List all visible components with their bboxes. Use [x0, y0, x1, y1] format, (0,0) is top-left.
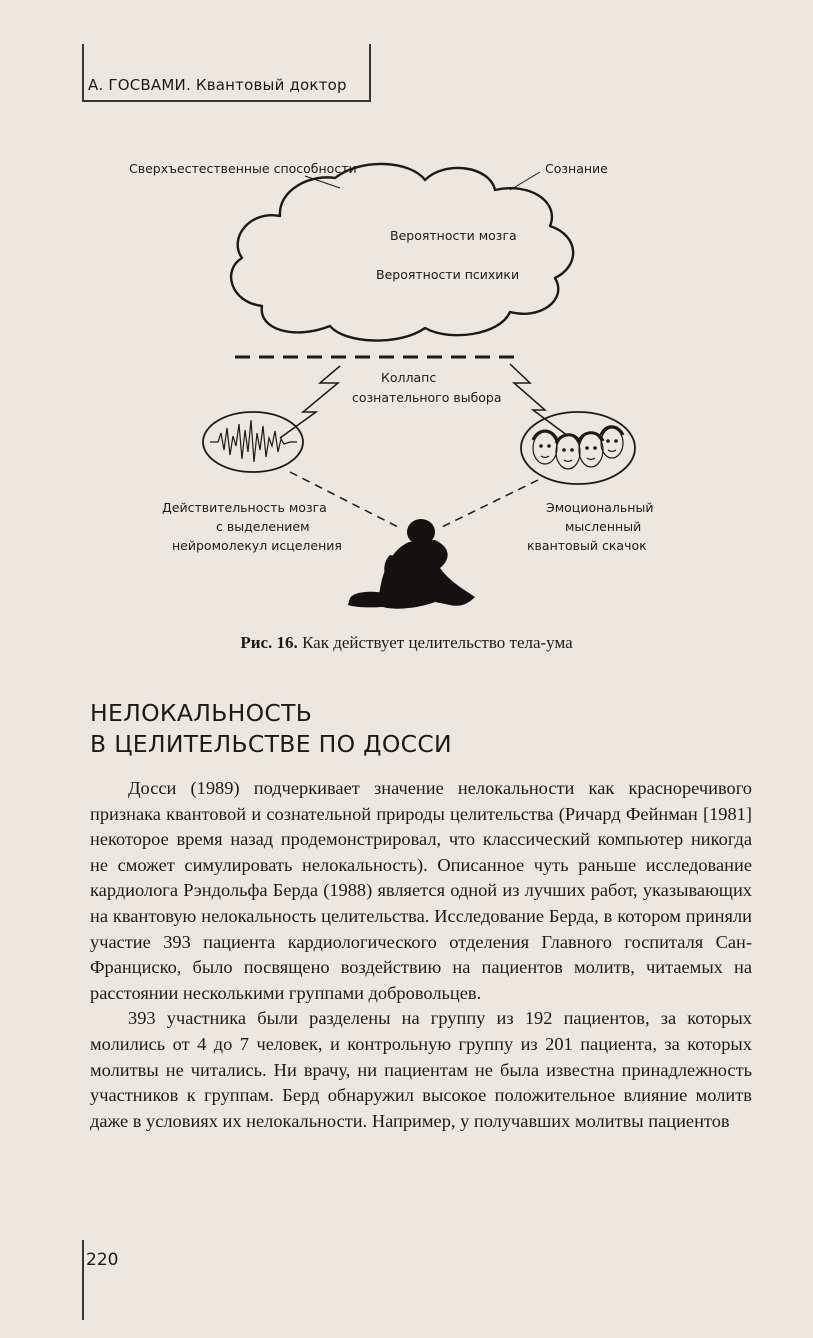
body-text [90, 776, 752, 1134]
label-brain-reality-1: Действительность мозга [162, 500, 327, 515]
label-brain-probabilities: Вероятности мозга [390, 228, 517, 243]
figure-caption [0, 633, 813, 653]
caption-text: Как действует целительство тела-ума [297, 633, 573, 652]
lightning-right [510, 364, 568, 436]
section-heading-line1: НЕЛОКАЛЬНОСТЬ [90, 699, 313, 727]
brain-wave-icon [210, 420, 297, 462]
label-supernatural-abilities: Сверхъестественные способности [129, 161, 357, 176]
probability-cloud [231, 164, 573, 341]
seated-person-icon [348, 519, 475, 609]
label-consciousness: Сознание [545, 161, 608, 176]
header-rule-bottom [82, 100, 371, 102]
label-emotional-3: квантовый скачок [527, 538, 647, 553]
section-heading-line2: В ЦЕЛИТЕЛЬСТВЕ ПО ДОССИ [90, 730, 452, 758]
body-mind-healing-diagram [90, 150, 750, 620]
footer-rule [82, 1240, 84, 1320]
label-collapse: Коллапс [381, 370, 437, 385]
label-emotional-1: Эмоциональный [546, 500, 654, 515]
label-emotional-2: мысленный [565, 519, 642, 534]
label-psyche-probabilities: Вероятности психики [376, 267, 520, 282]
lightning-left [280, 366, 340, 438]
paragraph: 393 участника были разделены на группу из 192 пациентов, за которых молились от 4 до 7 человек, и контрольную группу из 201 пациента, за которых молитвы не читались. Ни врачу, ни пациентам не была известна принадлежность участников к группам. Берд обнаружил высокое положительное влияние молитв даже в условиях их нелокальности. Например, у получавших молитвы пациентов [90, 1008, 752, 1131]
dashed-link-right [442, 480, 538, 527]
caption-number: Рис. 16. [240, 633, 298, 652]
label-brain-reality-2: с выделением [216, 519, 310, 534]
running-head: А. ГОСВАМИ. Квантовый доктор [88, 76, 347, 94]
paragraph: Досси (1989) подчеркивает значение нелокальности как красноречивого признака квантовой и сознательной природы целительства (Ричард Фейнман [1981] некоторое время назад продемонстрировал, что классический компьютер никогда не сможет симулировать нелокальность). Описанное чуть раньше исследование кардиолога Рэндольфа Берда (1988) является одной из лучших работ, указывающих на квантовую нелокальность целительства. Исследование Берда, в котором приняли участие 393 пациента кардиологического отделения Главного госпиталя Сан-Франциско, было посвящено воздействию на пациентов молитв, читаемых на расстоянии несколькими группами добровольцев. [90, 778, 752, 1003]
section-heading [90, 698, 452, 760]
emotions-bubble [521, 412, 635, 484]
faces-icon [533, 427, 623, 469]
pointer-line-right [510, 172, 540, 190]
label-conscious-choice: сознательного выбора [352, 390, 502, 405]
header-rule-right [369, 44, 371, 100]
label-brain-reality-3: нейромолекул исцеления [172, 538, 342, 553]
page-number: 220 [86, 1250, 119, 1270]
header-rule-left [82, 44, 84, 100]
